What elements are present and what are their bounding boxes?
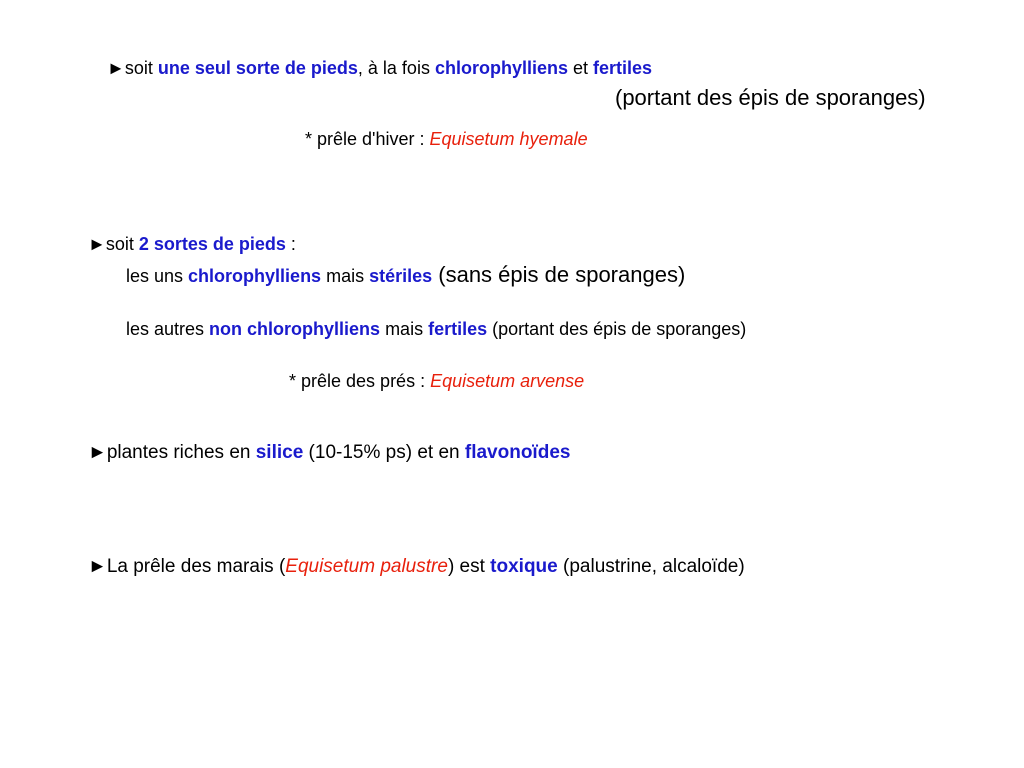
emphasis-term: stériles — [369, 266, 433, 286]
block3-line — [88, 443, 570, 462]
text-segment: les autres — [126, 319, 210, 339]
text-segment: et — [567, 58, 593, 78]
emphasis-term: 2 sortes de pieds — [138, 234, 286, 254]
block2-line3 — [126, 320, 746, 338]
emphasis-term: flavonoïdes — [464, 442, 571, 463]
example-prefix: * prêle des prés : — [289, 371, 431, 391]
text-segment: plantes riches en — [106, 442, 256, 463]
bullet-icon: ► — [88, 442, 107, 463]
text-segment: ) est — [447, 556, 491, 577]
species-name: Equisetum palustre — [285, 556, 448, 577]
emphasis-term: silice — [255, 442, 304, 463]
bullet-icon: ► — [107, 58, 125, 78]
emphasis-term: une seul sorte de pieds — [157, 58, 358, 78]
emphasis-term: toxique — [490, 556, 558, 577]
block1-line2: (portant des épis de sporanges) — [615, 85, 926, 110]
text-segment: les uns — [126, 266, 189, 286]
text-segment: La prêle des marais ( — [106, 556, 286, 577]
block2-example — [289, 372, 584, 390]
bullet-icon: ► — [88, 556, 107, 577]
text-segment: (palustrine, alcaloïde) — [557, 556, 745, 577]
emphasis-term: non chlorophylliens — [209, 319, 381, 339]
emphasis-term: chlorophylliens — [188, 266, 322, 286]
example-prefix: * prêle d'hiver : — [305, 129, 430, 149]
text-segment: : — [285, 234, 296, 254]
block1-line1 — [107, 59, 652, 77]
emphasis-term: fertiles — [593, 58, 653, 78]
text-segment: soit — [124, 58, 158, 78]
text-segment: , à la fois — [357, 58, 435, 78]
block2-line1 — [88, 235, 296, 253]
species-name: Equisetum hyemale — [429, 129, 588, 149]
text-segment: mais — [321, 266, 370, 286]
block2-line2 — [126, 264, 685, 286]
text-segment: (portant des épis de sporanges) — [487, 319, 747, 339]
text-segment: (sans épis de sporanges) — [432, 262, 686, 287]
text-segment: (10-15% ps) et en — [303, 442, 465, 463]
bullet-icon: ► — [88, 234, 106, 254]
text-segment: mais — [380, 319, 429, 339]
block1-example — [305, 130, 588, 148]
text-segment: soit — [105, 234, 139, 254]
emphasis-term: chlorophylliens — [434, 58, 568, 78]
species-name: Equisetum arvense — [430, 371, 585, 391]
block4-line — [88, 557, 745, 576]
emphasis-term: fertiles — [428, 319, 488, 339]
